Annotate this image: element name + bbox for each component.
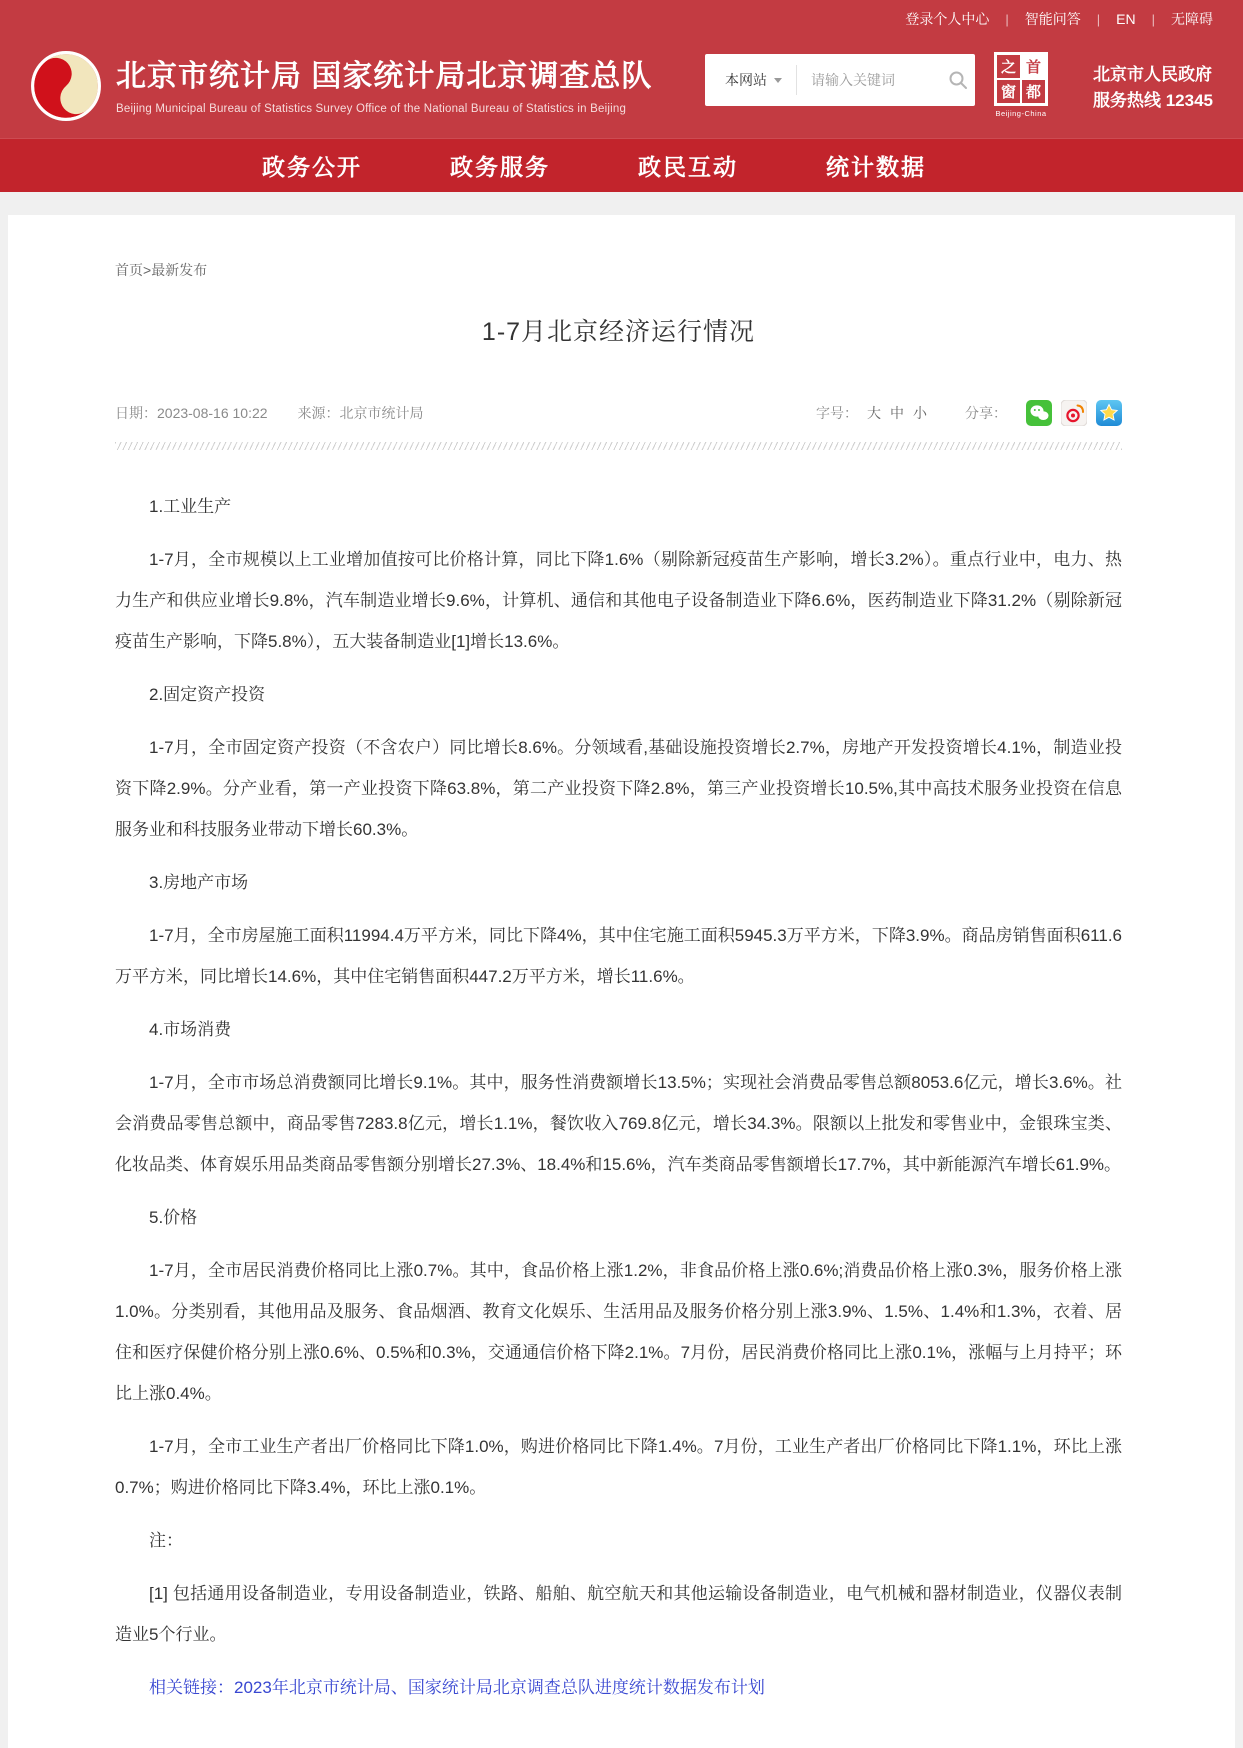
site-brand[interactable] — [30, 50, 652, 122]
paragraph: 1-7月，全市固定资产投资（不含农户）同比增长8.6%。分领域看,基础设施投资增长2.7%，房地产开发投资增长4.1%，制造业投资下降2.9%。分产业看，第一产业投资下降63.8%，第二产业投资下降2.8%，第三产业投资增长10.5%,其中高技术服务业投资在信息服务业和科技服务业带动下增长60.3%。 — [115, 738, 1122, 839]
article-meta-left — [115, 403, 424, 423]
share-label: 分享： — [965, 405, 1007, 421]
article-date: 日期：2023-08-16 10:22 — [115, 405, 268, 421]
smart-qa-link[interactable]: 智能问答 — [1024, 11, 1081, 27]
related-links-label: 相关链接： — [149, 1678, 234, 1697]
paragraph: 1-7月，全市规模以上工业增加值按可比价格计算，同比下降1.6%（剔除新冠疫苗生产影响，增长3.2%）。重点行业中，电力、热力生产和供应业增长9.8%，汽车制造业增长9.6%，计算机、通信和其他电子设备制造业下降6.6%，医药制造业下降31.2%（剔除新冠疫苗生产影响，下降5.8%），五大装备制造业[1]增长13.6%。 — [115, 550, 1122, 651]
article-meta-row — [115, 400, 1122, 426]
accessibility-link[interactable]: 无障碍 — [1171, 11, 1213, 27]
capital-window-grid — [994, 52, 1048, 106]
topbar-separator: | — [1005, 11, 1009, 27]
search-button[interactable] — [941, 70, 975, 90]
content-card — [8, 215, 1235, 1748]
qzone-share-icon[interactable] — [1096, 400, 1122, 426]
paragraph: 1-7月，全市房屋施工面积11994.4万平方米，同比下降4%，其中住宅施工面积5945.3万平方米，下降3.9%。商品房销售面积611.6万平方米，同比增长14.6%，其中住宅销售面积447.2万平方米，增长11.6%。 — [115, 926, 1122, 986]
article-meta-right — [816, 400, 1122, 426]
top-utility-bar — [0, 0, 1243, 38]
capital-window-logo[interactable] — [992, 52, 1050, 118]
related-link[interactable]: 2023年北京市统计局、国家统计局北京调查总队进度统计数据发布计划 — [234, 1678, 765, 1697]
page-title: 1-7月北京经济运行情况 — [481, 318, 756, 346]
fontsize-large-button[interactable]: 大 — [867, 405, 881, 421]
capital-window-char: 之 — [996, 54, 1021, 79]
english-link[interactable]: EN — [1116, 11, 1136, 27]
nav-item-government-affairs[interactable]: 政务公开 — [262, 154, 362, 180]
hotline-line1: 北京市人民政府 — [1093, 65, 1212, 84]
paragraph: 1-7月，全市市场总消费额同比增长9.1%。其中，服务性消费额增长13.5%；实现社会消费品零售总额8053.6亿元，增长3.6%。社会消费品零售总额中，商品零售7283.8亿元，增长1.1%，餐饮收入769.8亿元，增长34.3%。限额以上批发和零售业中，金银珠宝类、化妆品类、体育娱乐用品类商品零售额分别增长27.3%、18.4%和15.6%，汽车类商品零售额增长17.7%，其中新能源汽车增长61.9%。 — [115, 1073, 1122, 1174]
topbar-separator: | — [1151, 11, 1155, 27]
section-heading-consumption: 4.市场消费 — [149, 1020, 232, 1039]
section-heading-industry: 1.工业生产 — [149, 497, 232, 516]
site-subtitle: Beijing Municipal Bureau of Statistics Survey Office of the National Bureau of Statistics in Beijing — [116, 103, 627, 115]
footnote: [1] 包括通用设备制造业，专用设备制造业，铁路、船舶、航空航天和其他运输设备制造业，电气机械和器材制造业，仪器仪表制造业5个行业。 — [115, 1584, 1122, 1644]
brand-text — [116, 57, 652, 115]
note-label: 注： — [149, 1531, 183, 1550]
hotline-line2: 服务热线 12345 — [1093, 91, 1213, 110]
search-scope-label: 本网站 — [725, 72, 767, 88]
hatched-divider — [115, 442, 1122, 450]
bureau-logo-icon — [30, 50, 102, 122]
wechat-share-icon[interactable] — [1026, 400, 1052, 426]
weibo-share-icon[interactable] — [1061, 400, 1087, 426]
breadcrumb-current: 最新发布 — [151, 262, 208, 278]
site-header — [0, 38, 1243, 138]
search-input[interactable] — [797, 72, 941, 88]
main-nav — [0, 138, 1243, 192]
nav-item-statistics-data[interactable]: 统计数据 — [826, 154, 926, 180]
chevron-down-icon — [774, 78, 782, 83]
capital-window-char: 都 — [1021, 79, 1046, 104]
breadcrumb — [115, 260, 1122, 280]
paragraph: 1-7月，全市居民消费价格同比上涨0.7%。其中，食品价格上涨1.2%，非食品价格上涨0.6%;消费品价格上涨0.3%，服务价格上涨1.0%。分类别看，其他用品及服务、食品烟酒、教育文化娱乐、生活用品及服务价格分别上涨3.9%、1.5%、1.4%和1.3%，衣着、居住和医疗保健价格分别上涨0.6%、0.5%和0.3%，交通通信价格下降2.1%。7月份，居民消费价格同比上涨0.1%，涨幅与上月持平；环比上涨0.4%。 — [115, 1261, 1122, 1403]
login-center-link[interactable]: 登录个人中心 — [905, 11, 990, 27]
topbar-separator: | — [1096, 11, 1101, 27]
search-box — [705, 54, 975, 106]
section-heading-investment: 2.固定资产投资 — [149, 685, 266, 704]
government-hotline — [1093, 62, 1213, 114]
search-icon — [948, 70, 968, 90]
related-links-row — [115, 1667, 1122, 1708]
article-source: 来源：北京市统计局 — [297, 405, 424, 421]
fontsize-small-button[interactable]: 小 — [913, 405, 927, 421]
capital-window-caption: Beijing-China — [995, 109, 1047, 118]
fontsize-medium-button[interactable]: 中 — [890, 405, 904, 421]
breadcrumb-home-link[interactable]: 首页 — [115, 262, 143, 278]
paragraph: 1-7月，全市工业生产者出厂价格同比下降1.0%，购进价格同比下降1.4%。7月份，工业生产者出厂价格同比下降1.1%，环比上涨0.7%；购进价格同比下降3.4%，环比上涨0.1%。 — [115, 1437, 1122, 1497]
search-scope-dropdown[interactable] — [705, 70, 796, 90]
breadcrumb-separator: > — [143, 262, 152, 278]
capital-window-char: 首 — [1021, 54, 1046, 79]
section-heading-prices: 5.价格 — [149, 1208, 198, 1227]
section-heading-realestate: 3.房地产市场 — [149, 873, 249, 892]
article-body — [115, 486, 1122, 1708]
capital-window-char: 窗 — [996, 79, 1021, 104]
site-title: 北京市统计局 国家统计局北京调查总队 — [116, 60, 653, 93]
nav-item-government-services[interactable]: 政务服务 — [450, 154, 550, 180]
nav-item-public-interaction[interactable]: 政民互动 — [638, 154, 738, 180]
fontsize-label: 字号： — [816, 405, 858, 421]
